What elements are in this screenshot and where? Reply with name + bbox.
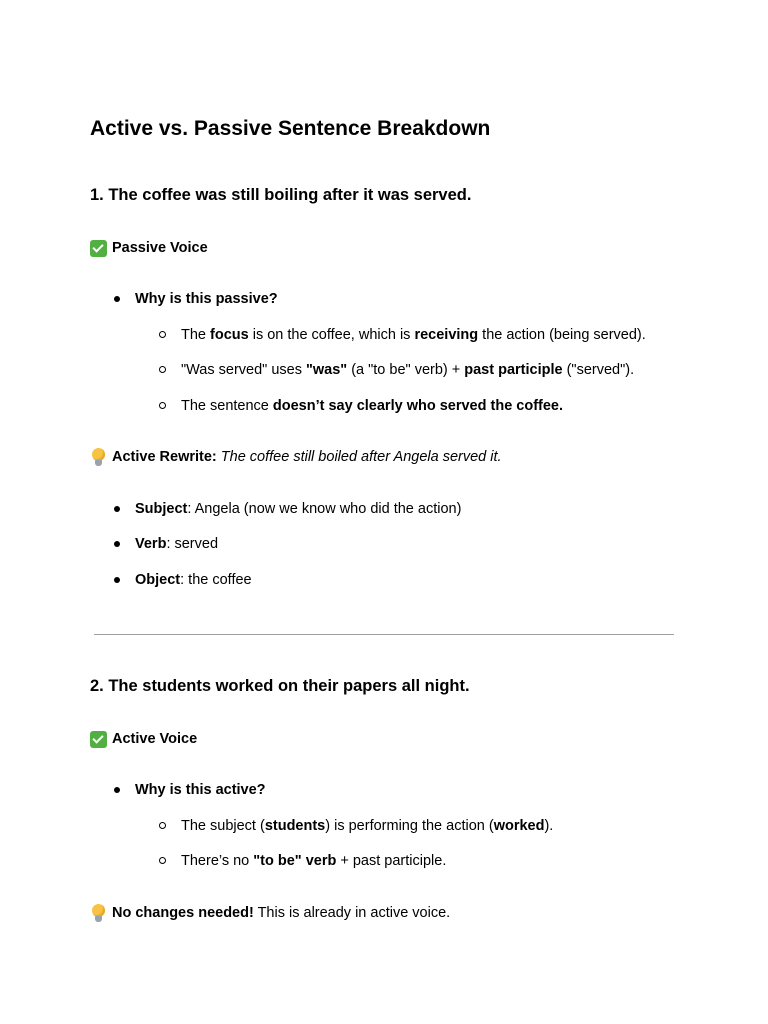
section2-verdict-label: Active Voice bbox=[112, 731, 198, 747]
rewrite-label: Active Rewrite: bbox=[112, 449, 217, 465]
sub-bullet-icon bbox=[159, 402, 166, 409]
sub-bullet-icon bbox=[159, 822, 166, 829]
section1-reason-1: The focus is on the coffee, which is receiving the action (being served). bbox=[181, 327, 646, 343]
section2-note bbox=[90, 903, 450, 923]
section1-reason-3: The sentence doesn’t say clearly who served the coffee. bbox=[181, 398, 564, 414]
section2-heading: 2. The students worked on their papers all night. bbox=[90, 677, 470, 695]
bullet-icon bbox=[114, 577, 120, 583]
light-bulb-icon bbox=[90, 904, 107, 923]
note-text: This is already in active voice. bbox=[253, 905, 451, 921]
section2-reason-2: There’s no "to be" verb + past participle. bbox=[181, 853, 447, 869]
light-bulb-icon bbox=[90, 448, 107, 467]
section1-verdict-label: Passive Voice bbox=[112, 240, 208, 256]
sub-bullet-icon bbox=[159, 857, 166, 864]
rewrite-text: The coffee still boiled after Angela served it. bbox=[220, 449, 502, 465]
section2-why-label: Why is this active? bbox=[135, 782, 266, 798]
section-divider bbox=[94, 634, 674, 635]
section1-reason-2: "Was served" uses "was" (a "to be" verb) + past participle ("served"). bbox=[181, 362, 635, 378]
section1-why-label: Why is this passive? bbox=[135, 291, 278, 307]
part-verb: Verb: served bbox=[135, 536, 219, 552]
sub-bullet-icon bbox=[159, 331, 166, 338]
part-subject: Subject: Angela (now we know who did the action) bbox=[135, 501, 462, 517]
bullet-icon bbox=[114, 541, 120, 547]
section1-rewrite bbox=[90, 447, 502, 467]
section2-verdict bbox=[90, 729, 197, 749]
bullet-icon bbox=[114, 787, 120, 793]
section1-verdict bbox=[90, 238, 208, 258]
section1-heading: 1. The coffee was still boiling after it was served. bbox=[90, 186, 472, 204]
document-title: Active vs. Passive Sentence Breakdown bbox=[90, 117, 491, 140]
bullet-icon bbox=[114, 296, 120, 302]
section2-reason-1: The subject (students) is performing the action (worked). bbox=[181, 818, 554, 834]
sub-bullet-icon bbox=[159, 366, 166, 373]
check-mark-icon bbox=[90, 731, 107, 748]
bullet-icon bbox=[114, 506, 120, 512]
part-object: Object: the coffee bbox=[135, 572, 252, 588]
check-mark-icon bbox=[90, 240, 107, 257]
note-label: No changes needed! bbox=[112, 905, 254, 921]
